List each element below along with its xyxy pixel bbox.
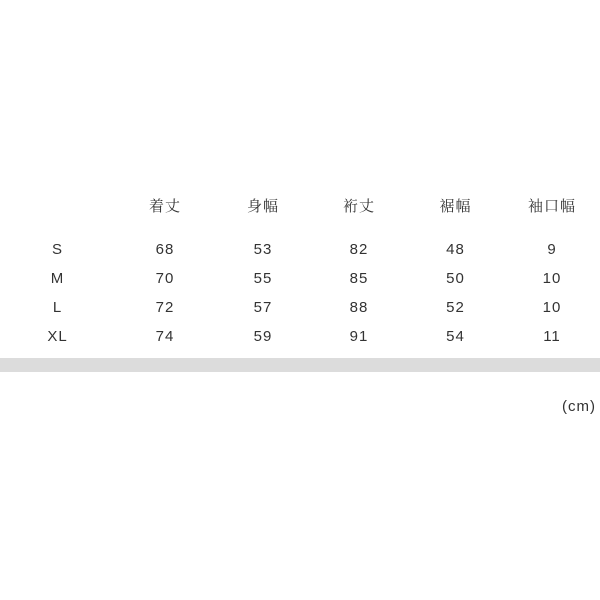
size-chart-header-row (0, 192, 600, 221)
table-row-xl (0, 322, 600, 351)
cell-value: 54 (446, 328, 465, 345)
table-row-m (0, 264, 600, 293)
cell-value: 48 (446, 241, 465, 258)
cell-value: 10 (542, 270, 562, 287)
size-label: S (51, 241, 63, 258)
column-header-body-width: 身幅 (246, 198, 279, 215)
size-label: XL (47, 328, 68, 345)
cell-value: 82 (349, 241, 369, 258)
cell-value: 70 (155, 270, 175, 287)
cell-value: 10 (542, 299, 562, 316)
divider-bar (0, 358, 600, 372)
cell-value: 57 (253, 299, 273, 316)
cell-value: 53 (253, 241, 273, 258)
cell-value: 85 (349, 270, 369, 287)
cell-value: 55 (253, 270, 273, 287)
column-header-cuff-width: 袖口幅 (527, 198, 576, 215)
cell-value: 50 (446, 270, 465, 287)
corner-cell (0, 192, 115, 221)
cell-value: 88 (349, 299, 369, 316)
cell-value: 52 (446, 299, 465, 316)
column-header-hem-width: 裾幅 (439, 198, 472, 215)
cell-value: 9 (547, 241, 557, 258)
cell-value: 11 (543, 328, 561, 345)
column-header-sleeve-length: 裄丈 (342, 198, 375, 215)
table-row-s (0, 235, 600, 264)
size-label: L (52, 299, 63, 316)
unit-label: (cm) (562, 398, 596, 415)
cell-value: 74 (155, 328, 175, 345)
cell-value: 59 (253, 328, 273, 345)
table-row-l (0, 293, 600, 322)
column-header-body-length: 着丈 (148, 198, 181, 215)
cell-value: 91 (349, 328, 369, 345)
cell-value: 72 (155, 299, 175, 316)
cell-value: 68 (155, 241, 175, 258)
size-label: M (50, 270, 65, 287)
